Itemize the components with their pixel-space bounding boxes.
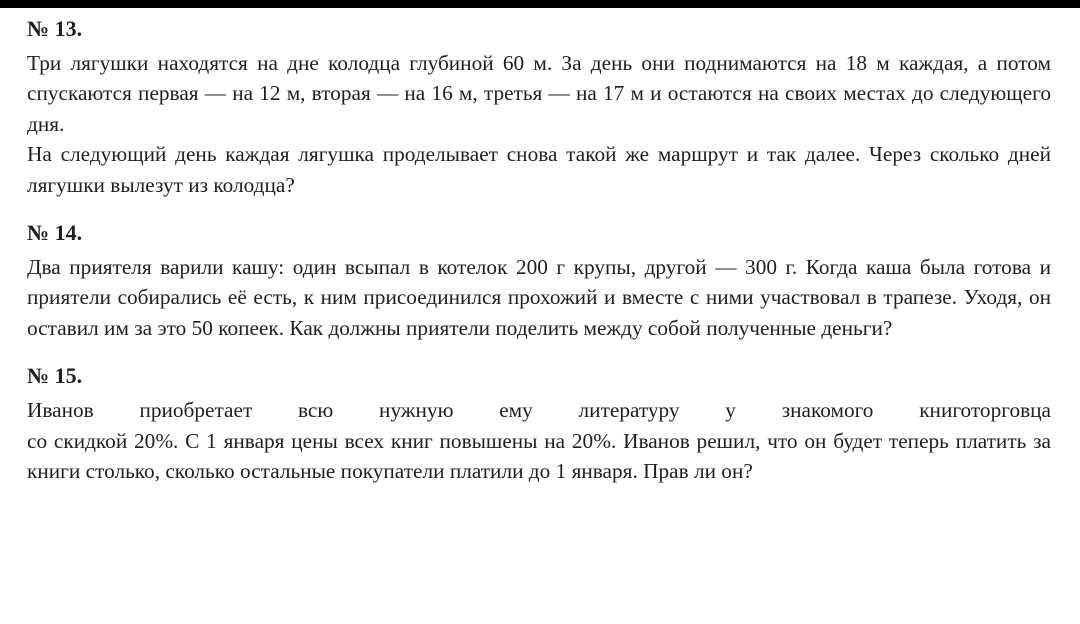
problem-number: № 13. <box>27 16 83 41</box>
problem-text: Два приятеля варили кашу: один всыпал в котелок 200 г крупы, другой — 300 г. Когда каша была готова и приятели собирались её есть, к ним присоединился прохожий и вместе с ними участвовал в трапезе. Уходя, он оставил им за это 50 копеек. Как должны приятели поделить между собой полученные деньги? <box>27 255 1051 340</box>
problem-14 <box>27 218 1051 343</box>
problem-text: Иванов приобретает всю нужную ему литературу у знакомого книготорговца <box>27 398 1051 423</box>
problem-number: № 15. <box>27 363 83 389</box>
document-page <box>27 14 1051 486</box>
problem-text: На следующий день каждая лягушка проделывает снова такой же маршрут и так далее. Через сколько дней лягушки вылезут из колодца? <box>27 142 1051 197</box>
problem-15 <box>27 361 1051 486</box>
problem-number: № 14. <box>27 220 83 246</box>
top-black-bar <box>0 0 1080 8</box>
problem-text: со скидкой 20%. С 1 января цены всех книг повышены на 20%. Иванов решил, что он будет теперь платить за книги столько, сколько остальные покупатели платили до 1 января. Прав ли он? <box>27 428 1051 484</box>
problem-text: Три лягушки находятся на дне колодца глубиной 60 м. За день они поднимаются на 18 м каждая, а потом спускаются первая — на 12 м, вторая — на 16 м, третья — на 17 м и остаются на своих местах до следующего дня. <box>27 51 1051 136</box>
problem-13 <box>27 14 1051 200</box>
